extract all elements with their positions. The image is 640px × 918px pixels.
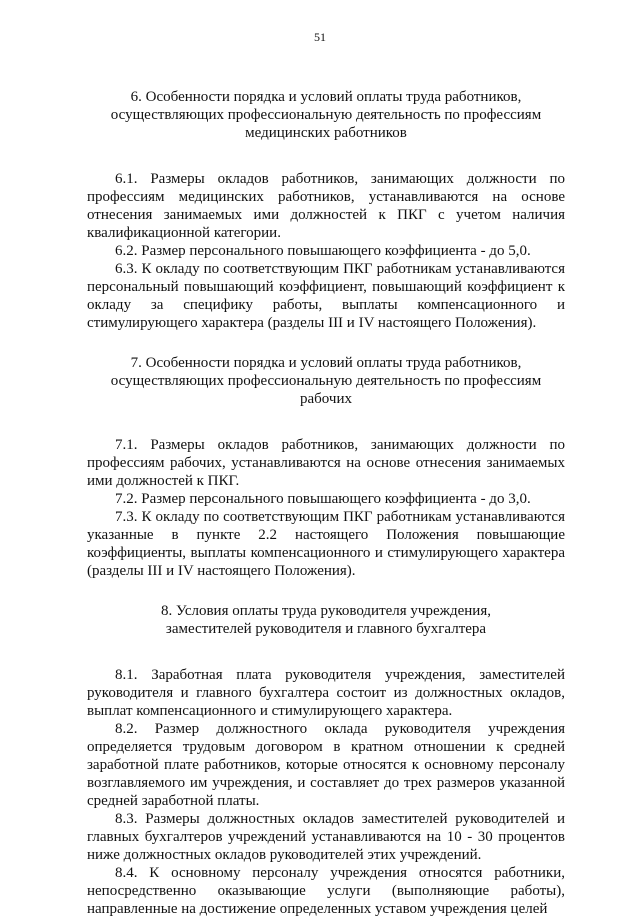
paragraph-6-3: 6.3. К окладу по соответствующим ПКГ работникам устанавливаются персональный повышающий коэффициент, повышающий коэффициент к окладу за специфику работы, выплаты компенсационного и стимулирующего характера (разделы III и IV настоящего Положения).: [87, 261, 565, 331]
section-6: [87, 88, 565, 332]
paragraph-7-3: 7.3. К окладу по соответствующим ПКГ работникам устанавливаются указанные в пункте 2.2 настоящего Положения повышающие коэффициенты, выплаты компенсационного и стимулирующего характера (разделы III и IV настоящего Положения).: [87, 509, 565, 579]
page-number: 51: [314, 30, 326, 44]
section-heading: [87, 88, 565, 142]
paragraph-8-3: 8.3. Размеры должностных окладов заместителей руководителей и главных бухгалтеров учреждений устанавливаются на 10 - 30 процентов ниже должностных окладов руководителей этих учреждений.: [87, 811, 565, 863]
section-heading: [87, 354, 565, 408]
heading-line: рабочих: [300, 391, 352, 407]
paragraph-7-1: 7.1. Размеры окладов работников, занимающих должности по профессиям рабочих, устанавливаются на основе отнесения занимаемых ими должностей к ПКГ.: [87, 437, 565, 489]
heading-line: осуществляющих профессиональную деятельность по профессиям: [110, 373, 542, 389]
paragraph-8-1: 8.1. Заработная плата руководителя учреждения, заместителей руководителя и главного бухгалтера состоит из должностных окладов, выплат компенсационного и стимулирующего характера.: [87, 667, 565, 719]
section-8: [87, 602, 565, 918]
paragraph-8-4: 8.4. К основному персоналу учреждения относятся работники, непосредственно оказывающие услуги (выполняющие работы), направленные на достижение определенных уставом учреждения целей: [87, 865, 565, 917]
heading-line: заместителей руководителя и главного бухгалтера: [165, 621, 487, 637]
paragraph-7-2: 7.2. Размер персонального повышающего коэффициента - до 3,0.: [115, 491, 531, 507]
paragraph-8-2: 8.2. Размер должностного оклада руководителя учреждения определяется трудовым договором в кратном отношении к средней заработной плате работников, которые относятся к основному персоналу возглавляемого им учреждения, и составляет до трех размеров указанной средней заработной платы.: [87, 721, 565, 809]
section-heading: [87, 602, 565, 638]
heading-line: медицинских работников: [245, 125, 407, 141]
heading-line: осуществляющих профессиональную деятельность по профессиям: [110, 107, 542, 123]
paragraph-6-2: 6.2. Размер персонального повышающего коэффициента - до 5,0.: [115, 243, 531, 259]
paragraph-6-1: 6.1. Размеры окладов работников, занимающих должности по профессиям медицинских работников, устанавливаются на основе отнесения занимаемых ими должностей к ПКГ с учетом наличия квалификационной категории.: [87, 171, 565, 241]
heading-line: 6. Особенности порядка и условий оплаты труда работников,: [130, 89, 522, 105]
heading-line: 8. Условия оплаты труда руководителя учреждения,: [161, 603, 491, 619]
section-7: [87, 354, 565, 580]
heading-line: 7. Особенности порядка и условий оплаты труда работников,: [130, 355, 522, 371]
document-body: [87, 88, 565, 918]
